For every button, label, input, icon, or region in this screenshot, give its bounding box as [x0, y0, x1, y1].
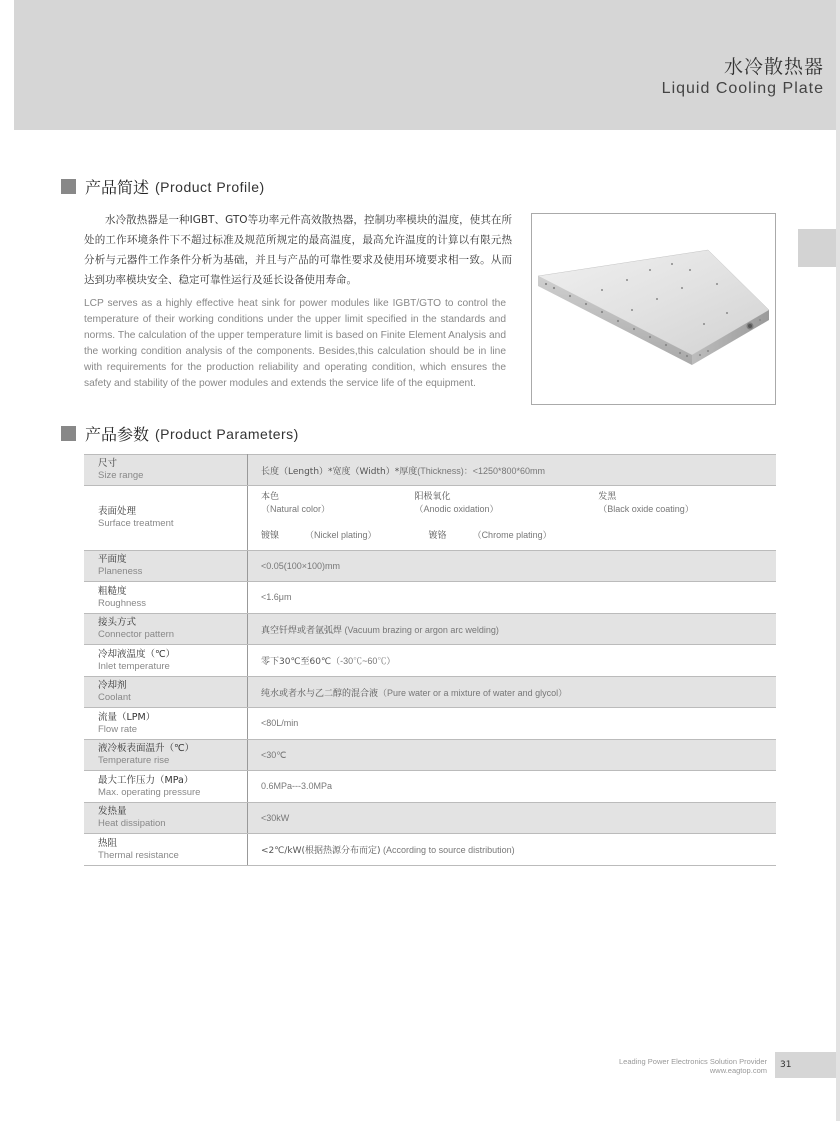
table-row: [84, 614, 776, 645]
table-row: [84, 455, 776, 486]
table-row: [84, 551, 776, 582]
param-label-en: Roughness: [98, 597, 147, 609]
param-value: [248, 582, 777, 614]
surface-option: [598, 489, 750, 515]
table-row: [84, 486, 776, 551]
param-label: [84, 677, 248, 708]
surface-options-line-2: [261, 518, 776, 550]
product-image-frame: [531, 213, 776, 405]
param-value: [248, 708, 777, 740]
footer-tagline: Leading Power Electronics Solution Provider: [619, 1057, 767, 1066]
param-label: [84, 551, 248, 582]
page-title-en: Liquid Cooling Plate: [661, 80, 824, 97]
param-value-en: <80L/min: [261, 718, 299, 728]
profile-heading: [61, 175, 265, 198]
param-value-en: <1.6μm: [261, 592, 292, 602]
side-tab-marker: [798, 229, 836, 267]
option-cn: 发黑: [598, 492, 617, 502]
footer-website: www.eagtop.com: [709, 1066, 767, 1075]
param-label: [84, 582, 248, 614]
param-value: [248, 455, 777, 486]
param-label-cn: 热阻: [98, 837, 118, 849]
param-value: [248, 740, 777, 771]
param-label-cn: 发热量: [98, 806, 127, 817]
option-en: （Natural color）: [261, 504, 331, 514]
param-value: [248, 677, 777, 708]
param-label: [84, 645, 248, 677]
page-edge-strip: [836, 0, 840, 1121]
param-label-cn: 冷却剂: [98, 680, 127, 691]
parameters-heading-cn: 产品参数: [85, 425, 150, 444]
param-label-en: Thermal resistance: [98, 849, 179, 861]
surface-option: [261, 528, 403, 541]
option-en: （Anodic oxidation）: [414, 504, 499, 514]
table-row: [84, 803, 776, 834]
param-label-en: Size range: [98, 470, 144, 481]
param-value: [248, 771, 777, 803]
param-value-en: <30kW: [261, 812, 290, 823]
param-value-en: <0.05(100×100)mm: [261, 560, 341, 571]
param-value-en: （Pure water or a mixture of water and glycol）: [378, 687, 568, 698]
option-en: （Black oxide coating）: [598, 504, 694, 514]
option-cn: 镀铬: [428, 530, 447, 541]
param-label-en: Coolant: [98, 692, 131, 703]
surface-options-line-1: [261, 486, 776, 518]
param-label-en: Inlet temperature: [98, 660, 170, 672]
param-value-en: (Thickness)：<1250*800*60mm: [417, 465, 546, 476]
table-row: [84, 771, 776, 803]
surface-option: [429, 528, 578, 541]
param-label-cn: 粗糙度: [98, 585, 127, 597]
param-label-en: Connector pattern: [98, 629, 175, 640]
option-en: （Chrome plating）: [472, 529, 552, 540]
param-value-en: 0.6MPa---3.0MPa: [261, 781, 333, 791]
profile-paragraph-en: LCP serves as a highly effective heat sink for power modules like IGBT/GTO to control the temperature of their working conditions under the upper limit specified in the standards and norms. The calculation of the upper temperature limit is based on Finite Element Analysis and the working condition analysis of the components. Besides,this calculation should be in line with requirements for the production reliability and operating condition, which ensures the safety and stability of the power modules and extends the service life of the equipment.: [84, 298, 506, 389]
parameters-heading-en: (Product Parameters): [155, 425, 299, 442]
profile-heading-en: (Product Profile): [155, 178, 265, 195]
param-value-cn: 纯水或者水与乙二醇的混合液: [261, 688, 379, 699]
param-value-cn: 真空钎焊或者氩弧焊: [261, 625, 343, 636]
param-label: [84, 708, 248, 740]
param-value: [248, 834, 777, 866]
parameters-table: [84, 454, 776, 866]
param-label-en: Heat dissipation: [98, 818, 166, 829]
option-cn: 镀镍: [261, 530, 280, 541]
param-label: [84, 803, 248, 834]
param-value: [248, 486, 777, 551]
param-label: [84, 486, 248, 551]
surface-option: [414, 489, 572, 515]
param-label-cn: 尺寸: [98, 458, 118, 469]
page-number-box: [775, 1052, 836, 1078]
param-value: [248, 551, 777, 582]
param-label-en: Surface treatment: [98, 518, 174, 529]
param-value: [248, 803, 777, 834]
heading-square-icon: [61, 426, 76, 441]
param-label-en: Flow rate: [98, 723, 138, 735]
param-label-cn: 最大工作压力（MPa）: [98, 774, 194, 786]
page-number: 31: [780, 1060, 792, 1070]
profile-heading-cn: 产品简述: [85, 178, 150, 197]
option-cn: 本色: [261, 492, 280, 502]
table-row: [84, 708, 776, 740]
param-value: [248, 614, 777, 645]
param-label-en: Temperature rise: [98, 755, 170, 766]
param-label: [84, 455, 248, 486]
param-label-cn: 液冷板表面温升（℃）: [98, 743, 195, 754]
table-row: [84, 740, 776, 771]
surface-option: [261, 489, 388, 515]
param-label: [84, 614, 248, 645]
table-row: [84, 677, 776, 708]
heading-square-icon: [61, 179, 76, 194]
page-title-cn: 水冷散热器: [723, 56, 824, 78]
param-value-en: <30℃: [261, 749, 287, 760]
param-label-en: Max. operating pressure: [98, 786, 201, 798]
profile-paragraph-cn: 水冷散热器是一种IGBT、GTO等功率元件高效散热器，控制功率模块的温度，使其在所处的工作环境条件下不超过标准及规范所规定的最高温度，最高允许温度的计算以有限元热分析与元器件工作条件分析为基础，并且与产品的可靠性要求及使用环境要求相一致。从而达到功率模块安全、稳定可靠性运行及延长设备使用寿命。: [84, 214, 512, 286]
param-label: [84, 740, 248, 771]
table-row: [84, 834, 776, 866]
param-value: [248, 645, 777, 677]
param-label-cn: 平面度: [98, 554, 127, 565]
table-row: [84, 582, 776, 614]
param-label-cn: 接头方式: [98, 617, 137, 628]
param-value-en: （-30℃~60℃）: [331, 656, 396, 666]
param-label: [84, 834, 248, 866]
param-value-cn: 零下30℃至60℃: [261, 657, 332, 667]
header-band: [14, 0, 836, 130]
footer-tagline-block: [619, 1057, 767, 1075]
option-cn: 阳极氧化: [414, 492, 451, 502]
table-row: [84, 645, 776, 677]
option-en: （Nickel plating）: [305, 529, 377, 540]
cooling-plate-image: [532, 214, 775, 404]
param-value-cn: 长度（Length）*宽度（Width）*厚度: [261, 466, 418, 477]
param-label-cn: 冷却液温度（℃）: [98, 648, 176, 660]
param-value-en: (Vacuum brazing or argon arc welding): [342, 624, 499, 635]
param-label-cn: 表面处理: [98, 506, 137, 517]
param-value-en: (According to source distribution): [380, 845, 515, 855]
param-label-en: Planeness: [98, 566, 143, 577]
param-label: [84, 771, 248, 803]
param-value-cn: <2℃/kW(根据热源分布而定): [261, 846, 381, 856]
param-label-cn: 流量（LPM）: [98, 711, 156, 723]
parameters-heading: [61, 422, 299, 445]
